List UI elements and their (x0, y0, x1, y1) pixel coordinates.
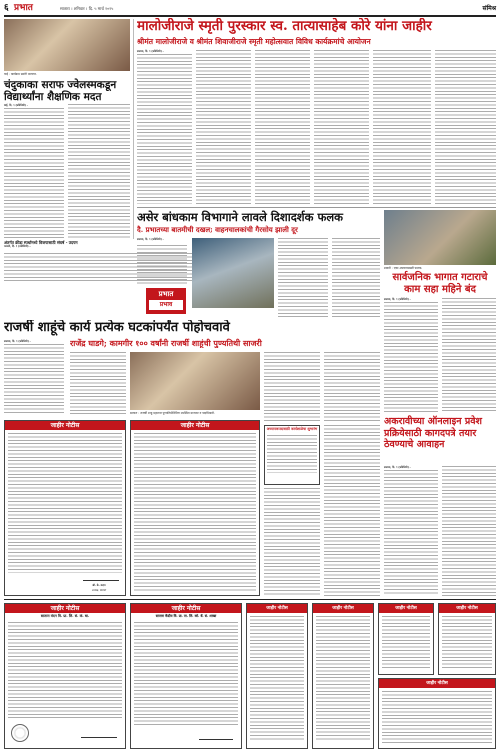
left-story-body (4, 108, 64, 238)
lead-body-col5 (373, 50, 431, 204)
shahu-body-col6 (324, 425, 380, 596)
notice-8-title: जाहीर नोटीस (439, 604, 495, 613)
admission-headline: अकरावीच्या ऑनलाइन प्रवेश प्रक्रियेसाठी कागदपत्रे तयार ठेवण्याचे आवाहन (384, 416, 482, 450)
notice-6-title: जाहीर नोटीस (313, 604, 373, 613)
notice-7-title: जाहीर नोटीस (379, 604, 433, 613)
middle-headline: असेर बांधकाम विभागाने लावले दिशादर्शक फलक (137, 210, 343, 224)
right-story-photo (384, 210, 496, 265)
page-number: ६ (4, 3, 9, 13)
inline-notice-body (267, 435, 317, 473)
shahu-subheadline: राजेंद्र घाडगे; कामगीर १०० वर्षांनी राजर्षी शाहूंची पुण्यतिथी साजरी (70, 338, 262, 348)
brief-block (4, 240, 130, 248)
column-divider (133, 19, 134, 239)
notice-3-signature (81, 732, 117, 738)
notice-9 (378, 678, 496, 749)
lead-bottom-rule (137, 207, 496, 208)
shahu-photo-caption: सातारा : राजर्षी शाहू महाराज पुण्यतिथीनिमित्त उपस्थित मान्यवर व पदाधिकारी. (130, 411, 215, 415)
shahu-headline: राजर्षी शाहूंचे कार्य प्रत्येक घटकांपर्यंत पोहोचवावे (4, 320, 230, 335)
left-story-dateline: वाई, दि. ९ (प्रतिनिधी) - (4, 104, 28, 107)
notice-3-title: जाहीर नोटीस (5, 604, 125, 613)
shahu-body-col1 (4, 344, 64, 414)
middle-subheadline: दै. प्रभातच्या बातमीची दखल; वाहनचालकांची गैरसोय झाली दूर (137, 225, 298, 234)
notice-9-title: जाहीर नोटीस (379, 679, 495, 688)
notice-6-body (316, 616, 370, 742)
middle-body-col1 (137, 245, 187, 285)
notice-1-title: जाहीर नोटीस (5, 421, 125, 430)
notice-3 (4, 603, 126, 749)
notice-3-body (8, 622, 122, 718)
admission-dateline: सातारा, दि. ९ (प्रतिनिधी) - (384, 466, 411, 469)
middle-body-col2 (278, 238, 328, 318)
shahu-body-col3 (264, 352, 320, 422)
right-story-body-col1 (384, 302, 438, 412)
brief-dateline: मनाली, दि. ९ (प्रतिनिधी) - (4, 245, 31, 248)
notice-7-body (382, 616, 430, 670)
lead-body-col6 (435, 50, 496, 204)
notice-4-heading: सातारा केंद्रीय वि. प्रा. ता. लि. को. बँ. सं. शाखा (155, 614, 217, 618)
right-story-body-col2 (442, 298, 496, 412)
notice-5-body (250, 616, 304, 742)
notice-5-title: जाहीर नोटीस (247, 604, 307, 613)
notice-8 (438, 603, 496, 675)
shahu-body-col4 (324, 352, 380, 422)
middle-dateline: सातारा, दि. ९ (प्रतिनिधी) - (137, 238, 164, 241)
notice-1-body (8, 433, 122, 573)
inline-notice (264, 425, 320, 485)
admission-body-col2 (442, 466, 496, 596)
right-story-headline: सार्वजनिक भागात गटाराचे काम सहा महिने बंद (392, 272, 488, 295)
notice-9-body (382, 691, 492, 743)
badge-bottom: प्रभाव (149, 300, 183, 310)
left-story-headline: चंदुकाका सराफ ज्वेलस्मकडून विद्यार्थ्यांना शैक्षणिक मदत (4, 79, 117, 103)
right-story-caption: ढाकरी : एका अपघातस्थळी फलक. (384, 266, 423, 270)
notice-4 (130, 603, 242, 749)
shahu-body-col5 (264, 488, 320, 596)
notice-1-signature (83, 575, 119, 581)
lead-body-col1 (137, 54, 192, 204)
notice-row-rule (4, 599, 496, 600)
masthead-rule (4, 15, 496, 17)
notice-2 (130, 420, 260, 596)
section-name: संमिश्र (482, 5, 496, 12)
left-story-photo (4, 19, 130, 71)
lead-dateline: सातारा, दि. ९ (प्रतिनिधी) - (137, 50, 164, 53)
notice-8-body (442, 616, 492, 670)
notice-3-seal (11, 724, 29, 742)
lead-subheadline: श्रीमंत मालोजीराजे व श्रीमंत शिवाजीराजे स्मृती महोत्सवात विविध कार्यक्रमांचे आयोजन (137, 37, 371, 46)
brief-headline: अंतर्गत क्रीडा स्पर्धामध्ये विजयासाठी संघर्ष - उदयन (4, 240, 78, 245)
notice-7 (378, 603, 434, 675)
left-story-body-col2 (68, 104, 130, 238)
lead-body-col3 (255, 50, 310, 204)
shahu-dateline: सातारा, दि. ९ (प्रतिनिधी) - (4, 340, 31, 343)
lead-body-col2 (196, 50, 251, 204)
shahu-body-col2 (70, 352, 126, 414)
inline-notice-title: अध्यापकपदासाठी कार्यशाळेचा शुभारंभ (266, 427, 318, 431)
masthead-logo: प्रभात (14, 3, 33, 13)
notice-3-heading: सातारा वंदन वि. प्रा. लि. सं. कं. बा. (40, 614, 90, 618)
admission-body-col1 (384, 470, 438, 596)
notice-1-signatory: श्री. के. कदम (92, 583, 106, 587)
middle-body-col3 (332, 238, 380, 318)
notice-2-title: जाहीर नोटीस (131, 421, 259, 430)
edition-line: सातारा । शनिवार । दि. ५ मार्च २०२५ (60, 6, 114, 11)
notice-1 (4, 420, 126, 596)
shahu-photo (130, 352, 260, 410)
lead-headline: मालोजीराजे स्मृती पुरस्कार स्व. तात्यासाहेब कोरे यांना जाहीर (137, 18, 432, 34)
notice-2-body (134, 433, 256, 591)
masthead (4, 3, 496, 15)
middle-photo (192, 238, 274, 308)
badge-top: प्रभात (158, 289, 174, 298)
notice-5 (246, 603, 308, 749)
notice-4-title: जाहीर नोटीस (131, 604, 241, 613)
right-story-dateline: सातारा, दि. ९ (प्रतिनिधी) - (384, 298, 411, 301)
notice-1-role: अध्यक्ष, सातारा (91, 588, 107, 592)
left-story-caption: वाई : कार्यक्रम प्रसंगी मान्यवर. (4, 72, 37, 76)
lead-body-col4 (314, 50, 369, 204)
notice-4-signature (199, 734, 233, 740)
prabhat-prabhav-badge (146, 288, 186, 314)
notice-6 (312, 603, 374, 749)
notice-4-body (134, 622, 238, 726)
